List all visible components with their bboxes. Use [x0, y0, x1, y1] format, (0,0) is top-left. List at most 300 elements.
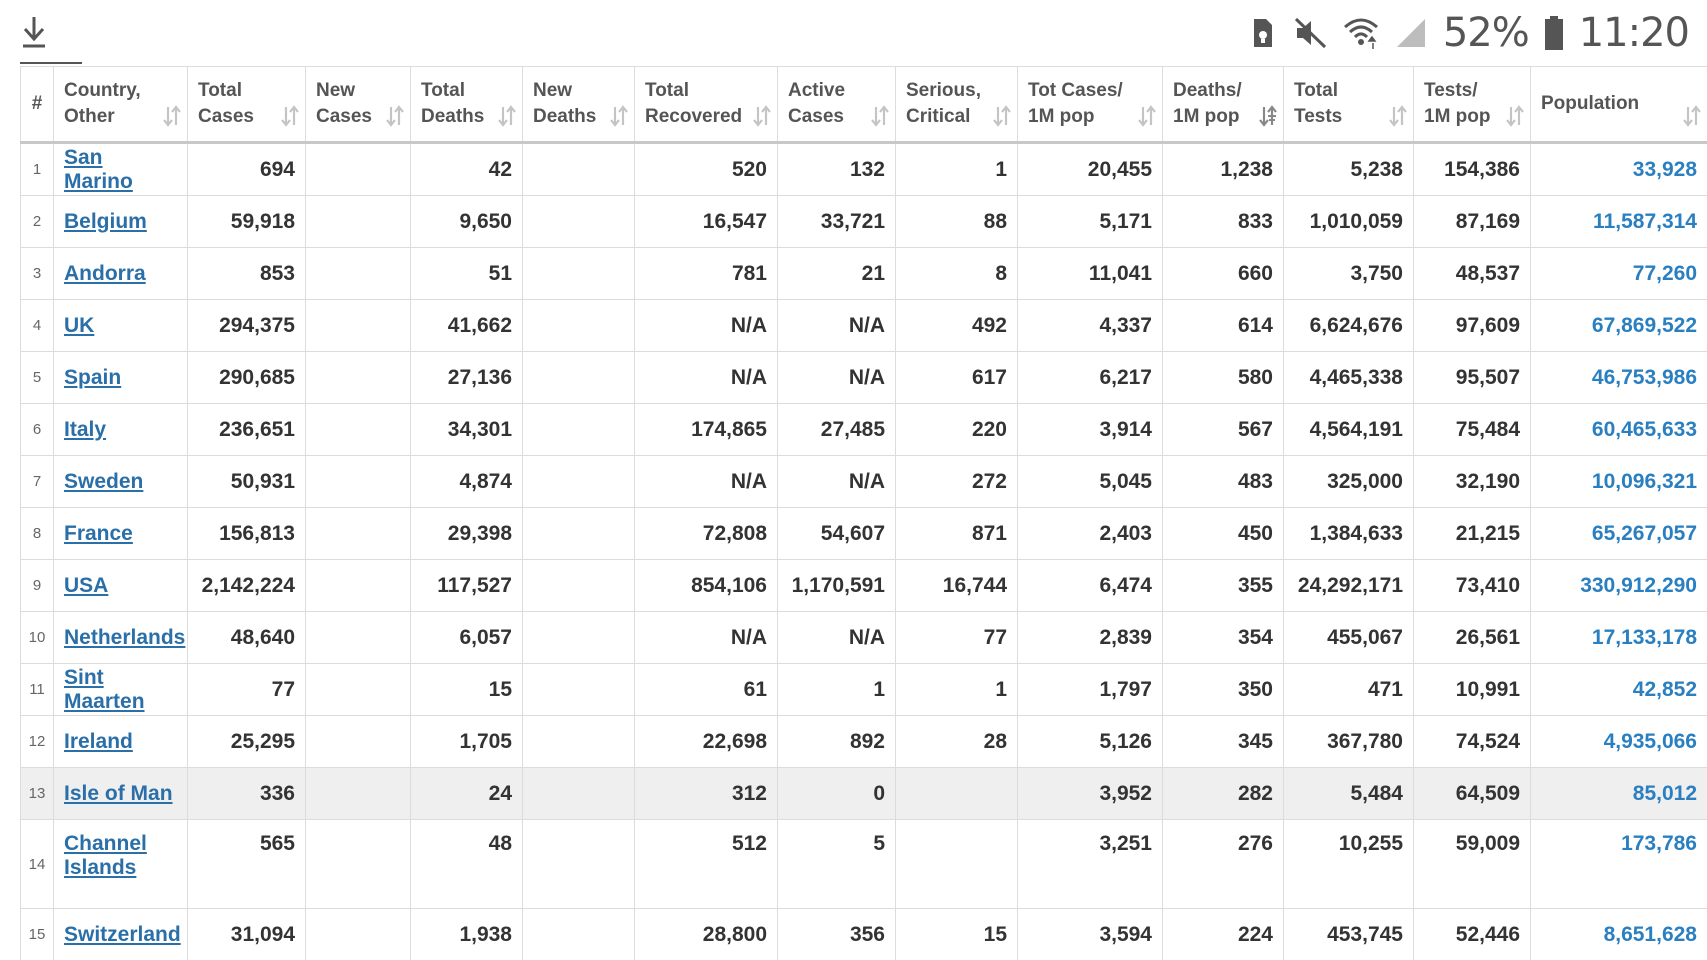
- rank-cell: 5: [21, 352, 54, 404]
- rank-cell: 14: [21, 820, 54, 909]
- population-cell: 42,852: [1531, 664, 1707, 716]
- total-deaths-cell: 1,705: [411, 716, 523, 768]
- table-row: [21, 560, 1707, 612]
- country-link[interactable]: Andorra: [64, 261, 146, 285]
- header-total-cases[interactable]: [188, 67, 306, 143]
- country-cell: [54, 612, 188, 664]
- serious-critical-cell: 871: [896, 508, 1018, 560]
- deaths-per-1m-cell: 354: [1163, 612, 1284, 664]
- table-row: [21, 248, 1707, 300]
- total-cases-cell: 156,813: [188, 508, 306, 560]
- country-link[interactable]: Spain: [64, 365, 122, 389]
- header-label-line2: Cases: [316, 106, 372, 127]
- country-cell: [54, 352, 188, 404]
- country-link[interactable]: San Marino: [64, 145, 133, 193]
- new-cases-cell: [306, 404, 411, 456]
- new-cases-cell: [306, 560, 411, 612]
- header-new-cases[interactable]: [306, 67, 411, 143]
- rank-cell: 13: [21, 768, 54, 820]
- total-tests-cell: 471: [1284, 664, 1414, 716]
- serious-critical-cell: 16,744: [896, 560, 1018, 612]
- sort-icon[interactable]: [281, 105, 299, 127]
- active-cases-cell: 33,721: [778, 196, 896, 248]
- total-deaths-cell: 42: [411, 143, 523, 196]
- header-label-line2: Tests: [1294, 106, 1343, 127]
- table-row: [21, 300, 1707, 352]
- country-cell: [54, 143, 188, 196]
- header-active-cases[interactable]: [778, 67, 896, 143]
- tests-per-1m-cell: 97,609: [1414, 300, 1531, 352]
- header-label-line2: Recovered: [645, 106, 743, 127]
- country-link[interactable]: Italy: [64, 417, 107, 441]
- tests-per-1m-cell: 48,537: [1414, 248, 1531, 300]
- serious-critical-cell: 1: [896, 143, 1018, 196]
- table-row: [21, 352, 1707, 404]
- new-deaths-cell: [523, 716, 635, 768]
- total-tests-cell: 3,750: [1284, 248, 1414, 300]
- total-tests-cell: 325,000: [1284, 456, 1414, 508]
- total-recovered-cell: 512: [635, 820, 778, 909]
- rank-cell: 8: [21, 508, 54, 560]
- clock: 11:20: [1578, 10, 1689, 56]
- total-deaths-cell: 1,938: [411, 909, 523, 960]
- total-tests-cell: 4,564,191: [1284, 404, 1414, 456]
- deaths-per-1m-cell: 345: [1163, 716, 1284, 768]
- table-row: [21, 508, 1707, 560]
- total-deaths-cell: 15: [411, 664, 523, 716]
- header-total-tests[interactable]: [1284, 67, 1414, 143]
- total-recovered-cell: 22,698: [635, 716, 778, 768]
- total-deaths-cell: 34,301: [411, 404, 523, 456]
- total-cases-cell: 236,651: [188, 404, 306, 456]
- total-cases-cell: 31,094: [188, 909, 306, 960]
- total-recovered-cell: 174,865: [635, 404, 778, 456]
- cases-per-1m-cell: 1,797: [1018, 664, 1163, 716]
- country-cell: [54, 300, 188, 352]
- header-label-line2: Deaths: [533, 106, 597, 127]
- total-tests-cell: 10,255: [1284, 820, 1414, 909]
- rank-cell: 4: [21, 300, 54, 352]
- deaths-per-1m-cell: 483: [1163, 456, 1284, 508]
- header-label-line2: Other: [64, 106, 115, 127]
- table-row: [21, 716, 1707, 768]
- rank-cell: 2: [21, 196, 54, 248]
- deaths-per-1m-cell: 450: [1163, 508, 1284, 560]
- download-tab-underline: [20, 62, 82, 64]
- serious-critical-cell: 220: [896, 404, 1018, 456]
- total-cases-cell: 59,918: [188, 196, 306, 248]
- active-cases-cell: 132: [778, 143, 896, 196]
- country-cell: [54, 768, 188, 820]
- population-cell: 60,465,633: [1531, 404, 1707, 456]
- country-link[interactable]: Sweden: [64, 469, 144, 493]
- header-deaths-per-1m[interactable]: [1163, 67, 1284, 143]
- population-cell: 330,912,290: [1531, 560, 1707, 612]
- header-label-line1: Total: [421, 80, 465, 101]
- tests-per-1m-cell: 59,009: [1414, 820, 1531, 909]
- header-label-line1: #: [31, 93, 43, 114]
- table-row: [21, 404, 1707, 456]
- rank-cell: 9: [21, 560, 54, 612]
- rank-cell: 11: [21, 664, 54, 716]
- header-total-recovered[interactable]: [635, 67, 778, 143]
- cases-per-1m-cell: 20,455: [1018, 143, 1163, 196]
- header-serious-critical[interactable]: [896, 67, 1018, 143]
- cases-per-1m-cell: 2,403: [1018, 508, 1163, 560]
- total-recovered-cell: 61: [635, 664, 778, 716]
- total-recovered-cell: 781: [635, 248, 778, 300]
- cases-per-1m-cell: 3,952: [1018, 768, 1163, 820]
- header-label-line1: Active: [788, 80, 846, 101]
- header-label-line1: Population: [1541, 93, 1640, 114]
- total-deaths-cell: 29,398: [411, 508, 523, 560]
- tests-per-1m-cell: 73,410: [1414, 560, 1531, 612]
- rank-cell: 10: [21, 612, 54, 664]
- new-cases-cell: [306, 909, 411, 960]
- tests-per-1m-cell: 74,524: [1414, 716, 1531, 768]
- serious-critical-cell: 77: [896, 612, 1018, 664]
- header-cases-per-1m[interactable]: [1018, 67, 1163, 143]
- sort-icon[interactable]: [753, 105, 771, 127]
- total-cases-cell: 694: [188, 143, 306, 196]
- deaths-per-1m-cell: 224: [1163, 909, 1284, 960]
- total-cases-cell: 290,685: [188, 352, 306, 404]
- new-cases-cell: [306, 248, 411, 300]
- sim-icon: [1243, 15, 1279, 51]
- status-bar: [0, 0, 1707, 66]
- covid-stats-table: [20, 66, 1707, 960]
- table-row: [21, 909, 1707, 960]
- total-tests-cell: 5,238: [1284, 143, 1414, 196]
- serious-critical-cell: 617: [896, 352, 1018, 404]
- table-row: [21, 768, 1707, 820]
- header-label-line1: Tests/: [1424, 80, 1478, 101]
- total-recovered-cell: N/A: [635, 612, 778, 664]
- sort-icon[interactable]: [498, 105, 516, 127]
- cases-per-1m-cell: 3,251: [1018, 820, 1163, 909]
- total-deaths-cell: 4,874: [411, 456, 523, 508]
- active-cases-cell: 356: [778, 909, 896, 960]
- serious-critical-cell: 8: [896, 248, 1018, 300]
- header-label-line2: Cases: [788, 106, 844, 127]
- sort-icon[interactable]: [1389, 105, 1407, 127]
- cases-per-1m-cell: 5,045: [1018, 456, 1163, 508]
- population-cell: 10,096,321: [1531, 456, 1707, 508]
- country-link[interactable]: Isle of Man: [64, 781, 173, 805]
- deaths-per-1m-cell: 1,238: [1163, 143, 1284, 196]
- cases-per-1m-cell: 3,594: [1018, 909, 1163, 960]
- deaths-per-1m-cell: 276: [1163, 820, 1284, 909]
- new-deaths-cell: [523, 612, 635, 664]
- tests-per-1m-cell: 26,561: [1414, 612, 1531, 664]
- population-cell: 85,012: [1531, 768, 1707, 820]
- download-icon[interactable]: [20, 14, 48, 50]
- header-label-line2: Critical: [906, 106, 971, 127]
- population-cell: 4,935,066: [1531, 716, 1707, 768]
- deaths-per-1m-cell: 614: [1163, 300, 1284, 352]
- new-deaths-cell: [523, 768, 635, 820]
- cases-per-1m-cell: 5,171: [1018, 196, 1163, 248]
- cases-per-1m-cell: 6,474: [1018, 560, 1163, 612]
- country-cell: [54, 909, 188, 960]
- country-link[interactable]: Channel Islands: [64, 832, 147, 879]
- new-cases-cell: [306, 508, 411, 560]
- table-row: [21, 664, 1707, 716]
- table-row: [21, 456, 1707, 508]
- header-label-line1: Total: [1294, 80, 1338, 101]
- population-cell: 77,260: [1531, 248, 1707, 300]
- header-tests-per-1m[interactable]: [1414, 67, 1531, 143]
- tests-per-1m-cell: 10,991: [1414, 664, 1531, 716]
- total-tests-cell: 453,745: [1284, 909, 1414, 960]
- deaths-per-1m-cell: 660: [1163, 248, 1284, 300]
- new-deaths-cell: [523, 508, 635, 560]
- cases-per-1m-cell: 4,337: [1018, 300, 1163, 352]
- country-link[interactable]: Belgium: [64, 209, 147, 233]
- population-cell: 11,587,314: [1531, 196, 1707, 248]
- deaths-per-1m-cell: 355: [1163, 560, 1284, 612]
- wifi-icon: [1343, 15, 1379, 51]
- population-cell: 33,928: [1531, 143, 1707, 196]
- active-cases-cell: 1,170,591: [778, 560, 896, 612]
- active-cases-cell: 21: [778, 248, 896, 300]
- total-tests-cell: 4,465,338: [1284, 352, 1414, 404]
- active-cases-cell: 27,485: [778, 404, 896, 456]
- serious-critical-cell: [896, 820, 1018, 909]
- population-cell: 65,267,057: [1531, 508, 1707, 560]
- tests-per-1m-cell: 154,386: [1414, 143, 1531, 196]
- header-label-line2: Cases: [198, 106, 254, 127]
- sort-icon[interactable]: [993, 105, 1011, 127]
- active-cases-cell: N/A: [778, 300, 896, 352]
- serious-critical-cell: 88: [896, 196, 1018, 248]
- header-label-line1: Country,: [64, 80, 141, 101]
- tests-per-1m-cell: 52,446: [1414, 909, 1531, 960]
- population-cell: 17,133,178: [1531, 612, 1707, 664]
- header-total-deaths[interactable]: [411, 67, 523, 143]
- mute-icon: [1293, 15, 1329, 51]
- deaths-per-1m-cell: 580: [1163, 352, 1284, 404]
- total-deaths-cell: 117,527: [411, 560, 523, 612]
- population-cell: 173,786: [1531, 820, 1707, 909]
- new-cases-cell: [306, 300, 411, 352]
- serious-critical-cell: 15: [896, 909, 1018, 960]
- active-cases-cell: N/A: [778, 352, 896, 404]
- country-link[interactable]: Netherlands: [64, 625, 186, 649]
- new-deaths-cell: [523, 456, 635, 508]
- total-deaths-cell: 6,057: [411, 612, 523, 664]
- deaths-per-1m-cell: 282: [1163, 768, 1284, 820]
- country-link[interactable]: Sint Maarten: [64, 665, 145, 713]
- country-cell: [54, 456, 188, 508]
- active-cases-cell: N/A: [778, 612, 896, 664]
- total-recovered-cell: 854,106: [635, 560, 778, 612]
- tests-per-1m-cell: 75,484: [1414, 404, 1531, 456]
- active-cases-cell: 1: [778, 664, 896, 716]
- new-deaths-cell: [523, 404, 635, 456]
- rank-cell: 12: [21, 716, 54, 768]
- new-cases-cell: [306, 143, 411, 196]
- header-label-line1: New: [533, 80, 573, 101]
- battery-percent: 52%: [1442, 10, 1529, 56]
- serious-critical-cell: 492: [896, 300, 1018, 352]
- active-cases-cell: 54,607: [778, 508, 896, 560]
- battery-icon: [1543, 15, 1565, 51]
- header-rank: [21, 67, 54, 143]
- total-tests-cell: 6,624,676: [1284, 300, 1414, 352]
- country-cell: [54, 248, 188, 300]
- total-cases-cell: 853: [188, 248, 306, 300]
- total-deaths-cell: 24: [411, 768, 523, 820]
- new-cases-cell: [306, 716, 411, 768]
- active-cases-cell: 0: [778, 768, 896, 820]
- header-label-line1: Tot Cases/: [1028, 80, 1123, 101]
- total-tests-cell: 24,292,171: [1284, 560, 1414, 612]
- serious-critical-cell: 272: [896, 456, 1018, 508]
- total-deaths-cell: 51: [411, 248, 523, 300]
- header-label-line1: Total: [645, 80, 689, 101]
- header-label-line1: Total: [198, 80, 242, 101]
- active-cases-cell: 5: [778, 820, 896, 909]
- country-link[interactable]: France: [64, 521, 133, 545]
- header-label-line1: Serious,: [906, 80, 981, 101]
- serious-critical-cell: 28: [896, 716, 1018, 768]
- header-label-line1: New: [316, 80, 356, 101]
- new-deaths-cell: [523, 143, 635, 196]
- sort-icon[interactable]: [1506, 105, 1524, 127]
- country-cell: [54, 560, 188, 612]
- total-tests-cell: 1,384,633: [1284, 508, 1414, 560]
- rank-cell: 7: [21, 456, 54, 508]
- total-recovered-cell: N/A: [635, 300, 778, 352]
- tests-per-1m-cell: 32,190: [1414, 456, 1531, 508]
- tests-per-1m-cell: 87,169: [1414, 196, 1531, 248]
- active-cases-cell: N/A: [778, 456, 896, 508]
- country-link[interactable]: Ireland: [64, 729, 133, 753]
- header-new-deaths[interactable]: [523, 67, 635, 143]
- header-label-line2: 1M pop: [1028, 106, 1095, 127]
- new-deaths-cell: [523, 196, 635, 248]
- deaths-per-1m-cell: 350: [1163, 664, 1284, 716]
- new-cases-cell: [306, 456, 411, 508]
- new-cases-cell: [306, 352, 411, 404]
- population-cell: 8,651,628: [1531, 909, 1707, 960]
- sort-icon[interactable]: [610, 105, 628, 127]
- new-cases-cell: [306, 768, 411, 820]
- sort-icon[interactable]: [163, 105, 181, 127]
- cases-per-1m-cell: 11,041: [1018, 248, 1163, 300]
- total-tests-cell: 455,067: [1284, 612, 1414, 664]
- deaths-per-1m-cell: 567: [1163, 404, 1284, 456]
- deaths-per-1m-cell: 833: [1163, 196, 1284, 248]
- covid-table-container[interactable]: [20, 66, 1707, 960]
- total-recovered-cell: 72,808: [635, 508, 778, 560]
- table-row: [21, 612, 1707, 664]
- table-row: [21, 820, 1707, 909]
- cases-per-1m-cell: 2,839: [1018, 612, 1163, 664]
- cases-per-1m-cell: 3,914: [1018, 404, 1163, 456]
- country-link[interactable]: USA: [64, 573, 109, 597]
- table-body: [21, 143, 1707, 960]
- total-tests-cell: 367,780: [1284, 716, 1414, 768]
- sort-icon[interactable]: [1138, 105, 1156, 127]
- total-cases-cell: 77: [188, 664, 306, 716]
- total-recovered-cell: 312: [635, 768, 778, 820]
- new-cases-cell: [306, 612, 411, 664]
- total-cases-cell: 565: [188, 820, 306, 909]
- rank-cell: 15: [21, 909, 54, 960]
- total-recovered-cell: N/A: [635, 456, 778, 508]
- cases-per-1m-cell: 5,126: [1018, 716, 1163, 768]
- header-country[interactable]: [54, 67, 188, 143]
- table-row: [21, 143, 1707, 196]
- country-cell: [54, 820, 188, 909]
- country-link[interactable]: UK: [64, 313, 95, 337]
- population-cell: 46,753,986: [1531, 352, 1707, 404]
- new-cases-cell: [306, 820, 411, 909]
- header-label-line2: Deaths: [421, 106, 485, 127]
- population-cell: 67,869,522: [1531, 300, 1707, 352]
- header-label-line2: 1M pop: [1173, 106, 1240, 127]
- new-deaths-cell: [523, 909, 635, 960]
- new-cases-cell: [306, 196, 411, 248]
- total-cases-cell: 25,295: [188, 716, 306, 768]
- total-tests-cell: 1,010,059: [1284, 196, 1414, 248]
- new-deaths-cell: [523, 300, 635, 352]
- new-deaths-cell: [523, 820, 635, 909]
- header-label-line1: Deaths/: [1173, 80, 1242, 101]
- new-deaths-cell: [523, 248, 635, 300]
- country-cell: [54, 664, 188, 716]
- total-deaths-cell: 27,136: [411, 352, 523, 404]
- cases-per-1m-cell: 6,217: [1018, 352, 1163, 404]
- total-cases-cell: 336: [188, 768, 306, 820]
- tests-per-1m-cell: 21,215: [1414, 508, 1531, 560]
- serious-critical-cell: 1: [896, 664, 1018, 716]
- total-tests-cell: 5,484: [1284, 768, 1414, 820]
- total-cases-cell: 48,640: [188, 612, 306, 664]
- rank-cell: 1: [21, 143, 54, 196]
- country-cell: [54, 716, 188, 768]
- header-label-line2: 1M pop: [1424, 106, 1491, 127]
- total-recovered-cell: 16,547: [635, 196, 778, 248]
- total-recovered-cell: N/A: [635, 352, 778, 404]
- header-population[interactable]: [1531, 67, 1707, 143]
- active-cases-cell: 892: [778, 716, 896, 768]
- sort-desc-icon[interactable]: [1259, 105, 1277, 127]
- country-cell: [54, 196, 188, 248]
- total-cases-cell: 2,142,224: [188, 560, 306, 612]
- total-recovered-cell: 520: [635, 143, 778, 196]
- sort-icon[interactable]: [871, 105, 889, 127]
- total-recovered-cell: 28,800: [635, 909, 778, 960]
- country-link[interactable]: Switzerland: [64, 922, 181, 946]
- rank-cell: 6: [21, 404, 54, 456]
- total-deaths-cell: 9,650: [411, 196, 523, 248]
- new-deaths-cell: [523, 352, 635, 404]
- sort-icon[interactable]: [1683, 105, 1701, 127]
- serious-critical-cell: [896, 768, 1018, 820]
- rank-cell: 3: [21, 248, 54, 300]
- new-cases-cell: [306, 664, 411, 716]
- total-cases-cell: 294,375: [188, 300, 306, 352]
- new-deaths-cell: [523, 560, 635, 612]
- tests-per-1m-cell: 95,507: [1414, 352, 1531, 404]
- sort-icon[interactable]: [386, 105, 404, 127]
- status-icons: [1243, 8, 1689, 58]
- new-deaths-cell: [523, 664, 635, 716]
- country-cell: [54, 508, 188, 560]
